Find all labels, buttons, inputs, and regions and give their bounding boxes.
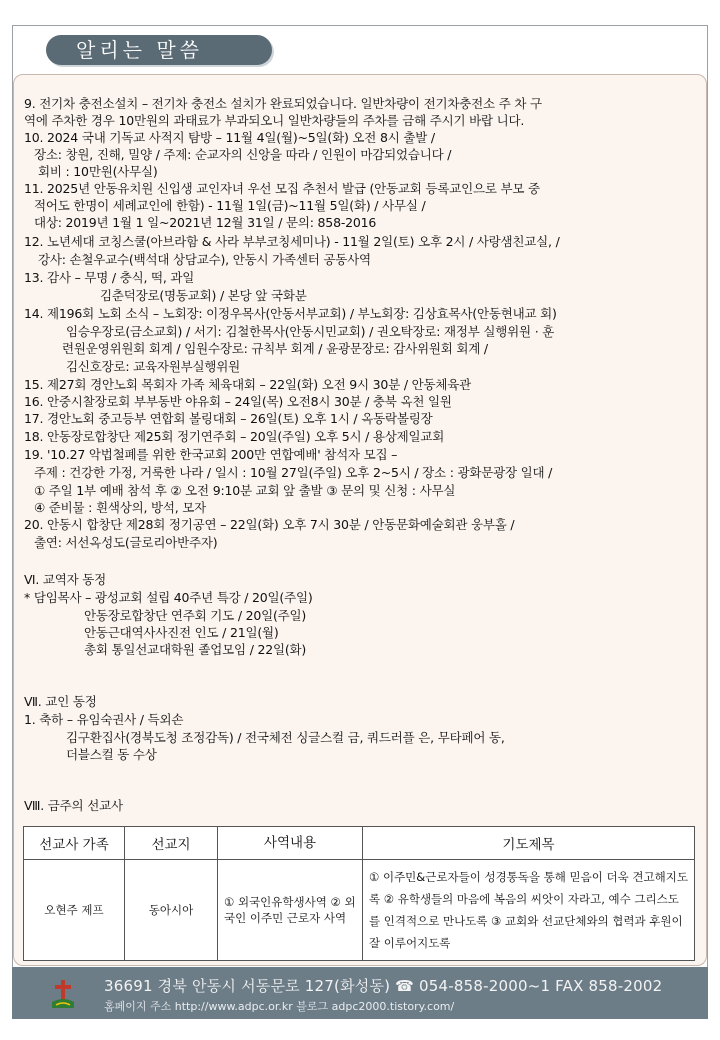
announcement-line: 장소: 창원, 진해, 밀양 / 주제: 순교자의 신앙을 따라 / 인원이 마감되었습니다 /	[34, 147, 452, 162]
mission-work: ① 외국인유학생사역 ② 외국인 이주민 근로자 사역	[218, 860, 363, 961]
announcement-line: 김춘덕장로(명동교회) / 본당 앞 국화분	[100, 288, 307, 303]
announcement-line: 10. 2024 국내 기독교 사적지 탐방 – 11월 4일(월)~5일(화) 오전 8시 출발 /	[24, 130, 435, 145]
announcement-line: 15. 제27회 경안노회 목회자 가족 체육대회 – 22일(화) 오전 9시 30분 / 안동체육관	[24, 377, 471, 392]
staff-news-line: * 담임목사 – 광성교회 설립 40주년 특강 / 20일(주일)	[24, 590, 313, 605]
announcement-line: 대상: 2019년 1월 1 일~2021년 12월 31일 / 문의: 858-2016	[34, 215, 377, 230]
announcement-line: 18. 안동장로합창단 제25회 정기연주회 – 20일(주일) 오후 5시 / 용상제일교회	[24, 429, 445, 444]
member-news-line: 김구환집사(경북도청 조정감독) / 전국체전 싱글스컬 금, 쿼드러플 은, 무타페어 동,	[66, 730, 505, 745]
announcement-line: 임승우장로(금소교회) / 서기: 김철한목사(안동시민교회) / 권오탁장로: 재정부 실행위원 · 훈	[66, 324, 555, 339]
staff-news-line: 안동근대역사사진전 인도 / 21일(월)	[84, 625, 279, 640]
footer-address: 36691 경북 안동시 서동문로 127(화성동) ☎ 054-858-2000~1 FAX 858-2002	[104, 977, 663, 995]
column-header: 사역내용	[218, 827, 363, 860]
announcement-line: 20. 안동시 합창단 제28회 정기공연 – 22일(화) 오후 7시 30분 / 안동문화예술회관 웅부홀 /	[24, 517, 515, 532]
section-title-pill	[46, 35, 272, 65]
announcement-line: 11. 2025년 안동유치원 신입생 교인자녀 우선 모집 추천서 발급 (안동교회 등록교인으로 부모 중	[24, 181, 540, 196]
staff-news-line: 안동장로합창단 연주회 기도 / 20일(주일)	[84, 608, 307, 623]
announcement-line: 9. 전기차 충전소설치 – 전기차 충전소 설치가 완료되었습니다. 일반차량이 전기차충전소 주 차 구	[24, 96, 542, 111]
announcement-line: 김신호장로: 교육자원부실행위원	[66, 359, 241, 374]
staff-news-line: 총회 통일선교대학원 졸업모임 / 22일(화)	[84, 642, 307, 657]
column-header: 기도제목	[363, 827, 695, 860]
announcement-line: 역에 주차한 경우 10만원의 과태료가 부과되오니 일반차량들의 주차를 금해 주시기 바랍 니다.	[24, 113, 525, 128]
column-header: 선교지	[125, 827, 218, 860]
announcement-line: 13. 감사 – 무명 / 충식, 떡, 과일	[24, 270, 195, 285]
announcement-line: 19. '10.27 악법철폐를 위한 한국교회 200만 연합예배' 참석자 모집 –	[24, 447, 398, 462]
announcement-line: 적어도 한명이 세례교인에 한함) - 11월 1일(금)~11월 5일(화) / 사무실 /	[34, 198, 426, 213]
announcement-line: 회비 : 10만원(사무실)	[38, 164, 158, 179]
member-news-line: 1. 축하 – 유임숙권사 / 득외손	[24, 712, 184, 727]
announcement-line: 강사: 손철우교수(백석대 상담교수), 안동시 가족센터 공동사역	[38, 252, 371, 267]
announcement-line: 주제 : 건강한 가정, 거룩한 나라 / 일시 : 10월 27일(주일) 오후 2~5시 / 장소 : 광화문광장 일대 /	[34, 465, 553, 480]
footer-bar	[12, 967, 708, 1019]
mission-region: 동아시아	[125, 860, 218, 961]
church-cross-logo-icon	[50, 978, 76, 1010]
announcement-line: 14. 제196회 노회 소식 – 노회장: 이정우목사(안동서부교회) / 부노회장: 김상효목사(안동현내교 회)	[24, 306, 557, 321]
footer-web: 홈페이지 주소 http://www.adpc.or.kr 블로그 adpc2000.tistory.com/	[104, 1000, 455, 1013]
announcement-line: 련원운영위원회 회계 / 임원수장로: 규칙부 회계 / 윤광문장로: 감사위원회 회계 /	[62, 341, 488, 356]
section-heading-missionary: Ⅷ. 금주의 선교사	[24, 798, 123, 813]
announcement-line: 16. 안중시찰장로회 부부동반 야유회 – 24일(목) 오전8시 30분 / 충북 옥천 일원	[24, 394, 452, 409]
missionary-table	[23, 826, 695, 961]
table-header-row	[24, 827, 695, 860]
missionary-family: 오현주 제프	[24, 860, 125, 961]
announcement-line: 12. 노년세대 코칭스쿨(아브라함 & 사라 부부코칭세미나) - 11월 2일(토) 오후 2시 / 사랑샘친교실, /	[24, 234, 560, 249]
member-news-line: 더블스컬 동 수상	[66, 747, 157, 762]
announcement-line: ④ 준비물 : 흰색상의, 방석, 모자	[34, 500, 207, 515]
section-heading-staff: Ⅵ. 교역자 동정	[24, 572, 107, 587]
section-heading-members: Ⅶ. 교인 동정	[24, 694, 97, 709]
column-header: 선교사 가족	[24, 827, 125, 860]
announcement-line: 출연: 서선옥성도(글로리아반주자)	[34, 535, 218, 550]
table-row	[24, 860, 695, 961]
page-title: 알리는 말씀	[76, 38, 203, 62]
announcement-line: 17. 경안노회 중고등부 연합회 볼링대회 – 26일(토) 오후 1시 / 옥동락볼링장	[24, 411, 433, 426]
prayer-topics: ① 이주민&근로자들이 성경통독을 통해 믿음이 더욱 견고해지도록 ② 유학생들의 마음에 복음의 씨앗이 자라고, 예수 그리스도를 인격적으로 만나도록 ③ 교회와 선교단체와의 협력과 후원이 잘 이루어지도록	[363, 860, 695, 961]
announcement-line: ① 주일 1부 예배 참석 후 ② 오전 9:10분 교회 앞 출발 ③ 문의 및 신청 : 사무실	[34, 483, 456, 498]
